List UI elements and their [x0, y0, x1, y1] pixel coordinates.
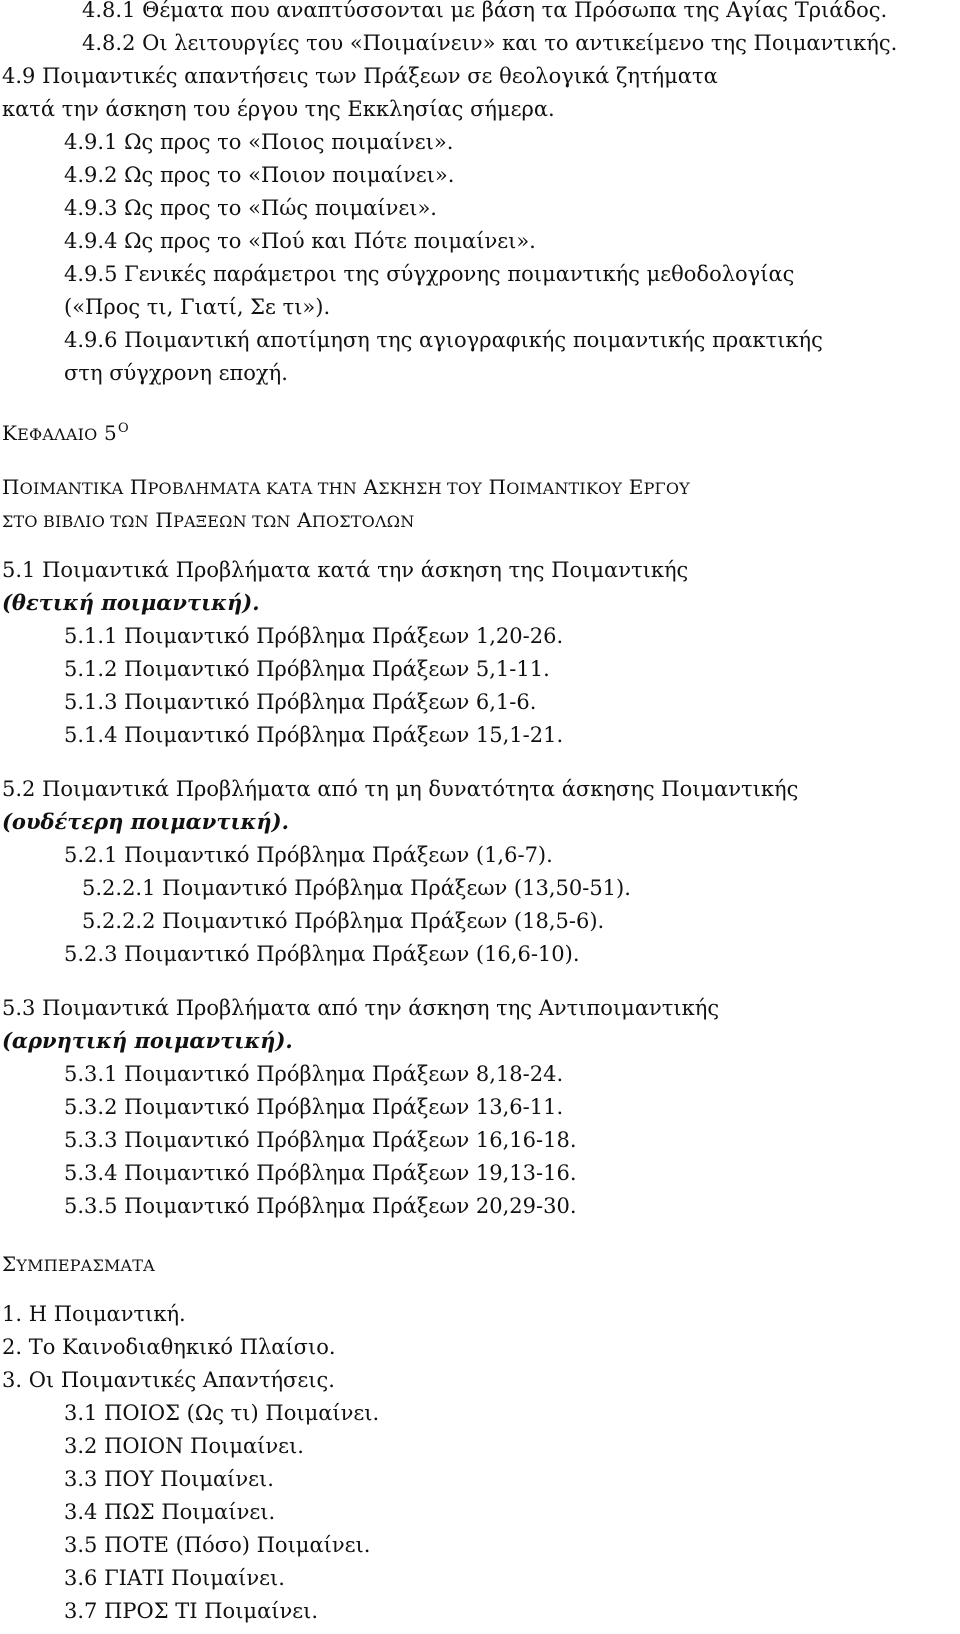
chapter-5-title-line1: ΠΟΙΜΑΝΤΙΚΑ ΠΡΟΒΛΗΜΑΤΑ ΚΑΤΑ ΤΗΝ ΑΣΚΗΣΗ ΤΟΥ ΠΟΙΜΑΝΤΙΚΟΥ ΕΡΓΟΥ — [2, 475, 690, 499]
toc-entry-5-3-3: 5.3.3 Ποιμαντικό Πρόβλημα Πράξεων 16,16-18. — [64, 1128, 577, 1152]
conclusions-sub-3-3: 3.3 ΠΟΥ Ποιμαίνει. — [64, 1467, 274, 1491]
toc-entry-5-2-2-1: 5.2.2.1 Ποιμαντικό Πρόβλημα Πράξεων (13,50-51). — [82, 876, 631, 900]
toc-entry-4-9-6-line1: 4.9.6 Ποιμαντική αποτίμηση της αγιογραφικής ποιμαντικής πρακτικής — [64, 328, 823, 352]
conclusions-sub-3-4: 3.4 ΠΩΣ Ποιμαίνει. — [64, 1500, 276, 1524]
toc-entry-5-1: 5.1 Ποιμαντικά Προβλήματα κατά την άσκηση της Ποιμαντικής — [2, 558, 689, 582]
toc-entry-5-1-3: 5.1.3 Ποιμαντικό Πρόβλημα Πράξεων 6,1-6. — [64, 690, 537, 714]
toc-entry-5-2-3: 5.2.3 Ποιμαντικό Πρόβλημα Πράξεων (16,6-10). — [64, 942, 580, 966]
toc-entry-4-9-4: 4.9.4 Ως προς το «Πού και Πότε ποιμαίνει». — [64, 229, 536, 253]
toc-entry-4-9-line2: κατά την άσκηση του έργου της Εκκλησίας σήμερα. — [2, 97, 555, 121]
conclusions-sub-3-5: 3.5 ΠΟΤΕ (Πόσο) Ποιμαίνει. — [64, 1533, 371, 1557]
toc-entry-5-2-note: (ουδέτερη ποιμαντική). — [2, 809, 289, 834]
toc-entry-5-3: 5.3 Ποιμαντικά Προβλήματα από την άσκηση της Αντιποιμαντικής — [2, 996, 720, 1020]
toc-entry-5-1-4: 5.1.4 Ποιμαντικό Πρόβλημα Πράξεων 15,1-21. — [64, 723, 564, 747]
toc-entry-5-3-4: 5.3.4 Ποιμαντικό Πρόβλημα Πράξεων 19,13-16. — [64, 1161, 577, 1185]
toc-entry-5-3-5: 5.3.5 Ποιμαντικό Πρόβλημα Πράξεων 20,29-30. — [64, 1194, 577, 1218]
toc-entry-4-9-5-line2: («Προς τι, Γιατί, Σε τι»). — [64, 295, 331, 319]
toc-entry-5-2-2-2: 5.2.2.2 Ποιμαντικό Πρόβλημα Πράξεων (18,5-6). — [82, 909, 605, 933]
toc-entry-5-1-2: 5.1.2 Ποιμαντικό Πρόβλημα Πράξεων 5,1-11. — [64, 657, 550, 681]
conclusions-sub-3-1: 3.1 ΠΟΙΟΣ (Ως τι) Ποιμαίνει. — [64, 1401, 380, 1425]
toc-entry-4-9-line1: 4.9 Ποιμαντικές απαντήσεις των Πράξεων σε θεολογικά ζητήματα — [2, 64, 718, 88]
toc-entry-5-2: 5.2 Ποιμαντικά Προβλήματα από τη μη δυνατότητα άσκησης Ποιμαντικής — [2, 777, 799, 801]
conclusions-item-3: 3. Οι Ποιμαντικές Απαντήσεις. — [2, 1368, 335, 1392]
toc-entry-4-9-5-line1: 4.9.5 Γενικές παράμετροι της σύγχρονης ποιμαντικής μεθοδολογίας — [64, 262, 795, 286]
toc-entry-4-8-1: 4.8.1 Θέματα που αναπτύσσονται με βάση τα Πρόσωπα της Αγίας Τριάδος. — [82, 0, 888, 22]
toc-entry-5-1-note: (θετική ποιμαντική). — [2, 590, 260, 615]
chapter-5-heading: ΚΕΦΑΛΑΙΟ $5^O$ — [2, 421, 129, 445]
toc-entry-4-9-1: 4.9.1 Ως προς το «Ποιος ποιμαίνει». — [64, 130, 454, 154]
toc-entry-5-3-2: 5.3.2 Ποιμαντικό Πρόβλημα Πράξεων 13,6-11. — [64, 1095, 564, 1119]
toc-entry-4-9-3: 4.9.3 Ως προς το «Πώς ποιμαίνει». — [64, 196, 437, 220]
conclusions-item-2: 2. Το Καινοδιαθηκικό Πλαίσιο. — [2, 1335, 336, 1359]
conclusions-sub-3-2: 3.2 ΠΟΙΟΝ Ποιμαίνει. — [64, 1434, 304, 1458]
toc-entry-5-3-note: (αρνητική ποιμαντική). — [2, 1028, 293, 1053]
toc-entry-4-9-2: 4.9.2 Ως προς το «Ποιον ποιμαίνει». — [64, 163, 455, 187]
toc-entry-5-3-1: 5.3.1 Ποιμαντικό Πρόβλημα Πράξεων 8,18-24. — [64, 1062, 564, 1086]
toc-entry-4-9-6-line2: στη σύγχρονη εποχή. — [64, 361, 288, 385]
toc-entry-5-2-1: 5.2.1 Ποιμαντικό Πρόβλημα Πράξεων (1,6-7). — [64, 843, 553, 867]
conclusions-sub-3-6: 3.6 ΓΙΑΤΙ Ποιμαίνει. — [64, 1566, 285, 1590]
conclusions-sub-3-7: 3.7 ΠΡΟΣ ΤΙ Ποιμαίνει. — [64, 1599, 319, 1623]
chapter-5-title-line2: ΣΤΟ ΒΙΒΛΙΟ ΤΩΝ ΠΡΑΞΕΩΝ ΤΩΝ ΑΠΟΣΤΟΛΩΝ — [2, 508, 415, 532]
toc-entry-5-1-1: 5.1.1 Ποιμαντικό Πρόβλημα Πράξεων 1,20-26. — [64, 624, 564, 648]
toc-entry-4-8-2: 4.8.2 Οι λειτουργίες του «Ποιμαίνειν» και το αντικείμενο της Ποιμαντικής. — [82, 31, 898, 55]
conclusions-item-1: 1. Η Ποιμαντική. — [2, 1302, 186, 1326]
conclusions-heading: ΣΥΜΠΕΡΑΣΜΑΤΑ — [2, 1252, 155, 1276]
